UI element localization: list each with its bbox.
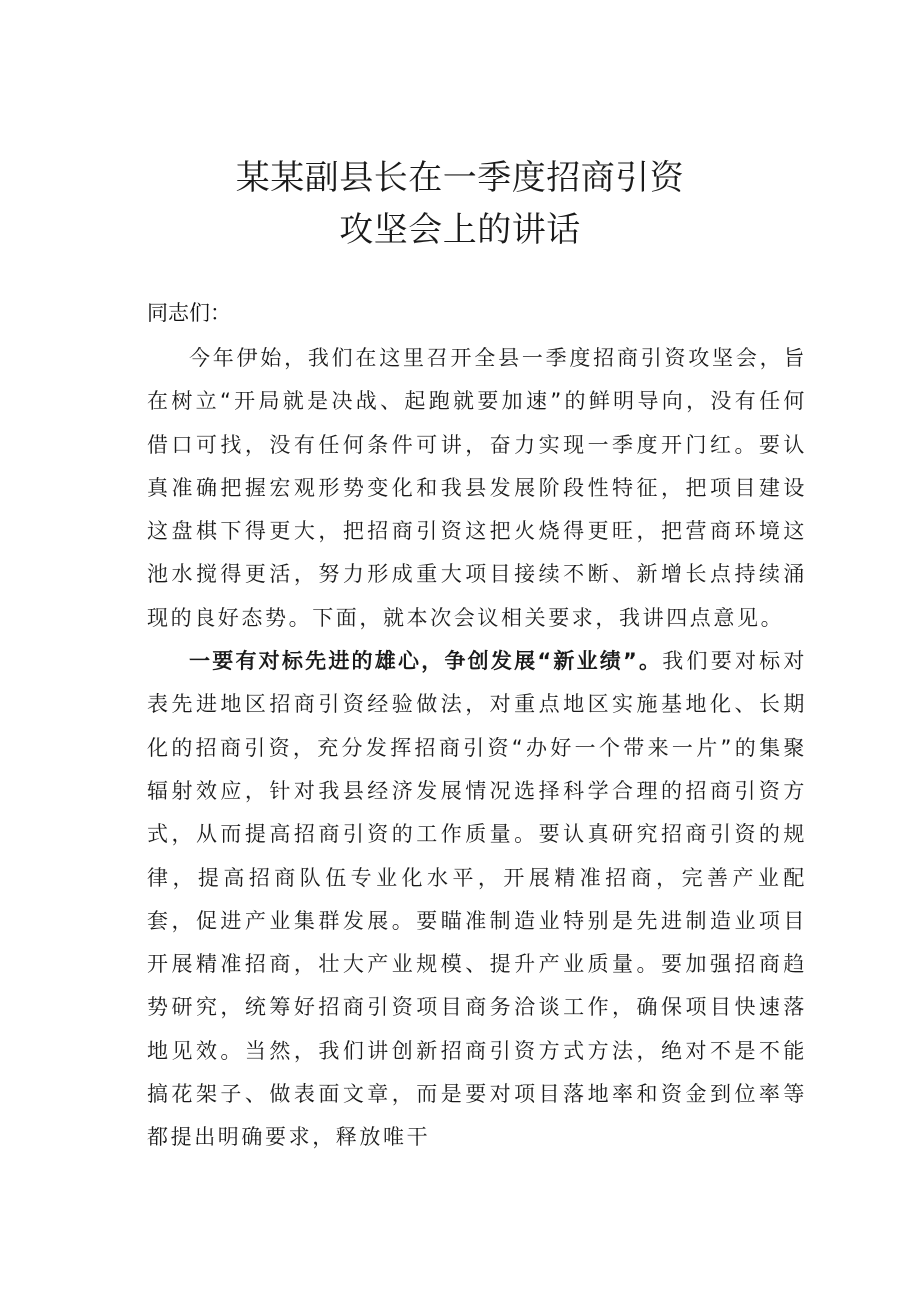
paragraph-1: 今年伊始，我们在这里召开全县一季度招商引资攻坚会，旨在树立“开局就是决战、起跑就要加速”的鲜明导向，没有任何借口可找，没有任何条件可讲，奋力实现一季度开门红。要认真准确把握宏观形势变化和我县发展阶段性特征，把项目建设这盘棋下得更大，把招商引资这把火烧得更旺，把营商环境这池水搅得更活，努力形成重大项目接续不断、新增长点持续涌现的良好态势。下面，就本次会议相关要求，我讲四点意见。 bbox=[147, 346, 807, 630]
paragraph-2-heading: 一要有对标先进的雄心，争创发展“新业绩”。 bbox=[189, 649, 663, 674]
document-title bbox=[0, 152, 920, 256]
title-line-1: 某某副县长在一季度招商引资 bbox=[235, 158, 685, 198]
paragraph-2-body: 我们要对标对表先进地区招商引资经验做法，对重点地区实施基地化、长期化的招商引资，充分发挥招商引资“办好一个带来一片”的集聚辐射效应，针对我县经济发展情况选择科学合理的招商引资方式，从而提高招商引资的工作质量。要认真研究招商引资的规律，提高招商队伍专业化水平，开展精准招商，完善产业配套，促进产业集群发展。要瞄准制造业特别是先进制造业项目开展精准招商，壮大产业规模、提升产业质量。要加强招商趋势研究，统筹好招商引资项目商务洽谈工作，确保项目快速落地见效。当然，我们讲创新招商引资方式方法，绝对不是不能搞花架子、做表面文章，而是要对项目落地率和资金到位率等都提出明确要求，释放唯干 bbox=[147, 649, 807, 1150]
paragraph-2 bbox=[147, 640, 807, 1160]
salutation: 同志们： bbox=[147, 301, 231, 325]
title-line-2: 攻坚会上的讲话 bbox=[339, 210, 581, 250]
document-body bbox=[147, 337, 807, 1160]
